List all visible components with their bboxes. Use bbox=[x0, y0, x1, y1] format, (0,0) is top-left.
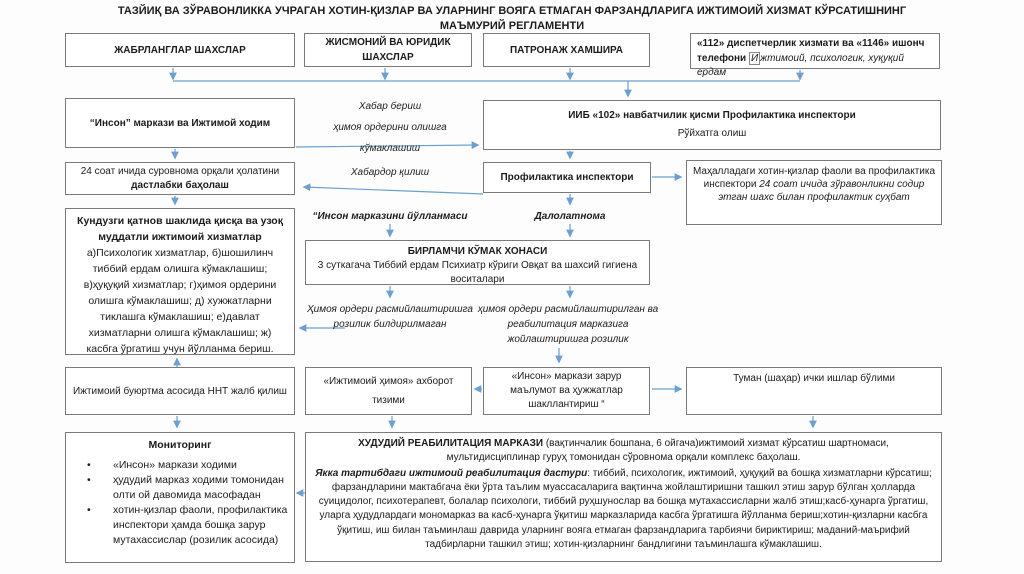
monitoring-bullet-row bbox=[71, 503, 289, 548]
monitoring-bullet-2: ҳудудий марказ ходими томонидан олти ой давомида масофадан bbox=[113, 474, 284, 501]
label-report-help bbox=[300, 96, 480, 159]
hotline-line1: «112» диспетчерлик хизмати ва «1146» ишонч bbox=[697, 38, 925, 49]
box-iib-line2: Рўйхатга олиш bbox=[677, 128, 747, 139]
box-iib-102 bbox=[483, 100, 941, 150]
box-inson-documents bbox=[483, 367, 650, 415]
label-report-line2: ҳимоя ордерини олишга bbox=[333, 122, 447, 133]
box-monitoring bbox=[65, 432, 295, 563]
rehab-p2-regular: : тиббий, психологик, ижтимоий, ҳуқуқий ва бошқа хизматларни кўрсатиш; фарзандларини мактабгача ёки ўрта таълим муассасаларига вақтинча жойлаштиришни ташкил этиш зарур бўлган ҳолларда суицидолог, психотерапевт, болалар психологи, тиббий руҳшунослар ва бошқа мутахассисларни жалб этиш;касб-ҳунарга ўргатиш, уларга ҳудудлардаги мономарказ ва касб-ҳунарга ўқитиш марказларида касбга ўргатишга йўлланма бериш;хотин-қизларни касбга ўқитиш, иш билан таъминлаш даврида уларнинг вояга етмаган фарзандларига тарбиячи бириктириш; маданий-маърифий тадбирларни ташкил этиш; хотин-қизларнинг бандлигини таъминлашга кўмаклашиш. bbox=[318, 467, 932, 551]
bullet-icon bbox=[87, 473, 99, 488]
rehab-p1-regular: (вақтинчалик бошпана, 6 ойгача)ижтимоий хизмат кўрсатиш шартномаси, мультидисциплинар гуруҳ томонидан сўровнома орқали комплекс баҳолаш. bbox=[446, 438, 889, 464]
box-nnt-label: Ижтимоий буюртма асосида ННТ жалб қилиш bbox=[73, 385, 287, 397]
hotline-boxed-char: И bbox=[750, 52, 759, 64]
services-body: а)Психологик хизматлар, б)шошилинч тиббий ердам олишга кўмаклашиш; в)ҳуқуқий хизматлар; г)ҳимоя ордерини олишга кўмаклашиш; д) хужжатларни тиклашга кўмаклашиш; е)давлат хизматларни олишга кўмаклашиш; ж) касбга ўргатиш учун йўлланма бериш. bbox=[83, 247, 277, 355]
monitoring-bullet-row bbox=[71, 458, 289, 473]
box-persons-label: ЖИСМОНИЙ ВА ЮРИДИК ШАХСЛАР bbox=[325, 37, 451, 63]
monitoring-bullet-3: хотин-қизлар фаоли, профилактика инспектори ҳамда бошқа зарур мутахассислар (розилик асосида) bbox=[113, 504, 288, 546]
label-inson-referral: “Инсон марказини йўлланмаси bbox=[312, 211, 468, 222]
box-docs-label: «Инсон» маркази зарур маълумот ва ҳужжатлар шакллантириш “ bbox=[510, 371, 623, 410]
rehab-p1-bold: ХУДУДИЙ РЕАБИЛИТАЦИЯ МАРКАЗИ bbox=[358, 438, 544, 449]
box-tuman-internal-affairs bbox=[686, 367, 942, 415]
assess-line1: 24 соат ичида суровнома орқали ҳолатини bbox=[80, 165, 280, 177]
label-no-consent: Ҳимоя ордери расмийлаштиришга розилик билдирилмаган bbox=[307, 304, 473, 330]
hotline-line2-italic: жтимоий, психологик, хуқуқий ердам bbox=[697, 52, 904, 78]
box-nnt-order bbox=[65, 367, 295, 415]
monitoring-bullet-row bbox=[71, 473, 289, 503]
box-patronage-nurse bbox=[483, 33, 650, 67]
monitoring-bullet-1: «Инсон» маркази ходими bbox=[113, 459, 237, 471]
bullet-icon bbox=[87, 503, 99, 518]
box-iib-line1: ИИБ «102» навбатчилик қисми Профилактика инспектори bbox=[568, 110, 856, 121]
box-victims-label: ЖАБРЛАНГЛАР ШАХСЛАР bbox=[114, 44, 246, 56]
box-inson-center-label: “Инсон” маркази ва Ижтимой ходим bbox=[89, 117, 271, 129]
box-inson-center bbox=[65, 98, 295, 148]
box-nurse-label: ПАТРОНАЖ ХАМШИРА bbox=[509, 44, 624, 56]
box-prevention-inspector bbox=[483, 162, 651, 193]
label-report-line1: Хабар бериш bbox=[358, 101, 422, 112]
monitoring-title: Мониторинг bbox=[148, 439, 212, 451]
box-initial-assessment bbox=[65, 162, 295, 195]
label-act: Далолатнома bbox=[534, 211, 606, 222]
box-first-aid-room bbox=[305, 240, 650, 285]
assess-line2: дастлабки баҳолаш bbox=[131, 179, 229, 191]
box-social-protection-system bbox=[305, 367, 472, 415]
services-title: Кундузги қатнов шаклида қисқа ва узоқ муддатли ижтимоий хизматлар bbox=[77, 215, 283, 243]
mahalla-regular: Маҳалладаги хотин-қизлар фаоли ва профилактика инспектори bbox=[692, 166, 936, 190]
birlamchi-title: БИРЛАМЧИ КЎМАК ХОНАСИ bbox=[407, 246, 548, 257]
page-title: ТАЗЙИҚ ВА ЗЎРАВОНЛИККА УЧРАГАН ХОТИН-ҚИЗЛАР ВА УЛАРНИНГ ВОЯГА ЕТМАГАН ФАРЗАНДЛАРИГА ИЖТИМОИЙ ХИЗМАТ КЎРСАТИШНИНГ МАЪМУРИЙ РЕГЛАМЕНТИ bbox=[117, 5, 907, 32]
rehab-paragraph-2 bbox=[314, 467, 933, 553]
box-axborot-label: «Ижтимоий ҳимоя» ахборот тизими bbox=[323, 376, 454, 406]
mahalla-italic: 24 соат ичида зўравонликни содир этган шахс билан профилактик суҳбат bbox=[718, 179, 925, 203]
rehab-paragraph-1 bbox=[314, 437, 933, 466]
box-mahalla-talk bbox=[686, 160, 942, 225]
box-tuman-label: Туман (шаҳар) ички ишлар бўлими bbox=[733, 373, 895, 384]
birlamchi-body: 3 суткагача Тиббий ердам Психиатр кўриги Овқат ва шахсий гигиена воситалари bbox=[317, 260, 638, 285]
box-physical-legal-persons bbox=[304, 33, 472, 67]
box-hotline-112-1146 bbox=[690, 33, 940, 78]
label-report-line3: кўмаклашиш bbox=[359, 143, 421, 154]
arrow-inspector-to-assess bbox=[304, 187, 483, 194]
box-victims bbox=[65, 33, 295, 67]
hotline-line2 bbox=[697, 52, 933, 81]
label-consent: ҳимоя ордери расмийлаштирилган ва реабилитация марказига жойлаштиришга розилик bbox=[477, 304, 659, 345]
bullet-icon bbox=[87, 458, 99, 473]
box-daycare-services bbox=[65, 208, 295, 355]
box-inspector-label: Профилактика инспектори bbox=[500, 172, 634, 183]
hotline-line2-bold: телефони bbox=[697, 52, 749, 64]
label-notify: Хабардор қилиш bbox=[350, 167, 430, 178]
rehab-p2-bold-italic: Якка тартибдаги ижтимоий реабилитация дастури bbox=[315, 467, 588, 479]
box-rehabilitation-center bbox=[305, 432, 942, 562]
